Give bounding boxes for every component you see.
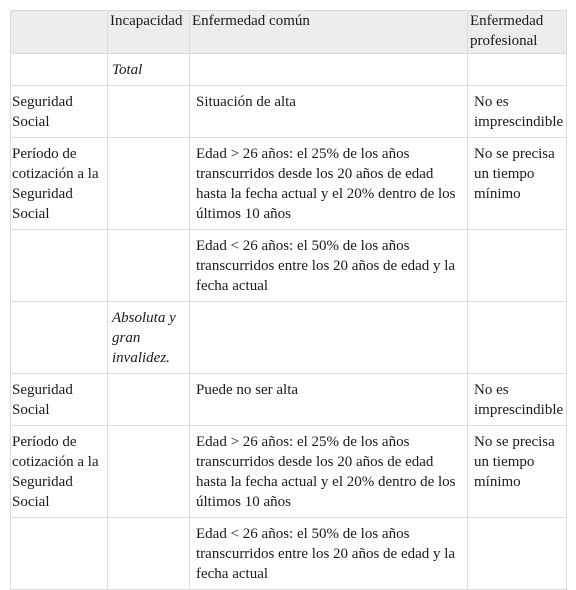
table-cell [468, 518, 567, 590]
table-cell: Seguridad Social [11, 86, 108, 138]
requirements-table [10, 10, 567, 590]
table-cell: No es imprescindible [468, 86, 567, 138]
table-row [11, 230, 567, 302]
table-cell [108, 374, 190, 426]
table-row [11, 426, 567, 518]
section-label-absoluta: Absoluta y gran invalidez. [108, 302, 190, 374]
table-cell [190, 302, 468, 374]
header-cell-incapacidad: Incapacidad [108, 11, 190, 54]
table-cell: Edad < 26 años: el 50% de los años transcurridos entre los 20 años de edad y la fecha actual [190, 518, 468, 590]
table-cell [11, 54, 108, 86]
header-cell-enfermedad-profesional: Enfermedad profesional [468, 11, 567, 54]
table-cell [468, 230, 567, 302]
table-cell: No se precisa un tiempo mínimo [468, 426, 567, 518]
header-cell-enfermedad-comun: Enfermedad común [190, 11, 468, 54]
table-row [11, 54, 567, 86]
table-cell: Puede no ser alta [190, 374, 468, 426]
table-row [11, 138, 567, 230]
table-cell: Período de cotización a la Seguridad Social [11, 426, 108, 518]
table-cell [108, 518, 190, 590]
table-cell: Seguridad Social [11, 374, 108, 426]
table-row [11, 374, 567, 426]
table-cell: Período de cotización a la Seguridad Social [11, 138, 108, 230]
table-cell [108, 138, 190, 230]
section-label-total: Total [108, 54, 190, 86]
table-cell [108, 426, 190, 518]
table-cell: Edad < 26 años: el 50% de los años transcurridos entre los 20 años de edad y la fecha actual [190, 230, 468, 302]
table-cell [108, 230, 190, 302]
table-cell [11, 230, 108, 302]
table-cell: Edad > 26 años: el 25% de los años transcurridos desde los 20 años de edad hasta la fecha actual y el 20% dentro de los últimos 10 años [190, 138, 468, 230]
table-cell [190, 54, 468, 86]
table-row [11, 302, 567, 374]
table-cell [11, 302, 108, 374]
table-cell: No se precisa un tiempo mínimo [468, 138, 567, 230]
header-cell-empty [11, 11, 108, 54]
table-cell [11, 518, 108, 590]
table-cell: No es imprescindible [468, 374, 567, 426]
table-cell [468, 302, 567, 374]
table-cell [468, 54, 567, 86]
table-row [11, 86, 567, 138]
table-cell: Edad > 26 años: el 25% de los años transcurridos desde los 20 años de edad hasta la fecha actual y el 20% dentro de los últimos 10 años [190, 426, 468, 518]
table-header-row [11, 11, 567, 54]
table-cell: Situación de alta [190, 86, 468, 138]
table-cell [108, 86, 190, 138]
table-row [11, 518, 567, 590]
